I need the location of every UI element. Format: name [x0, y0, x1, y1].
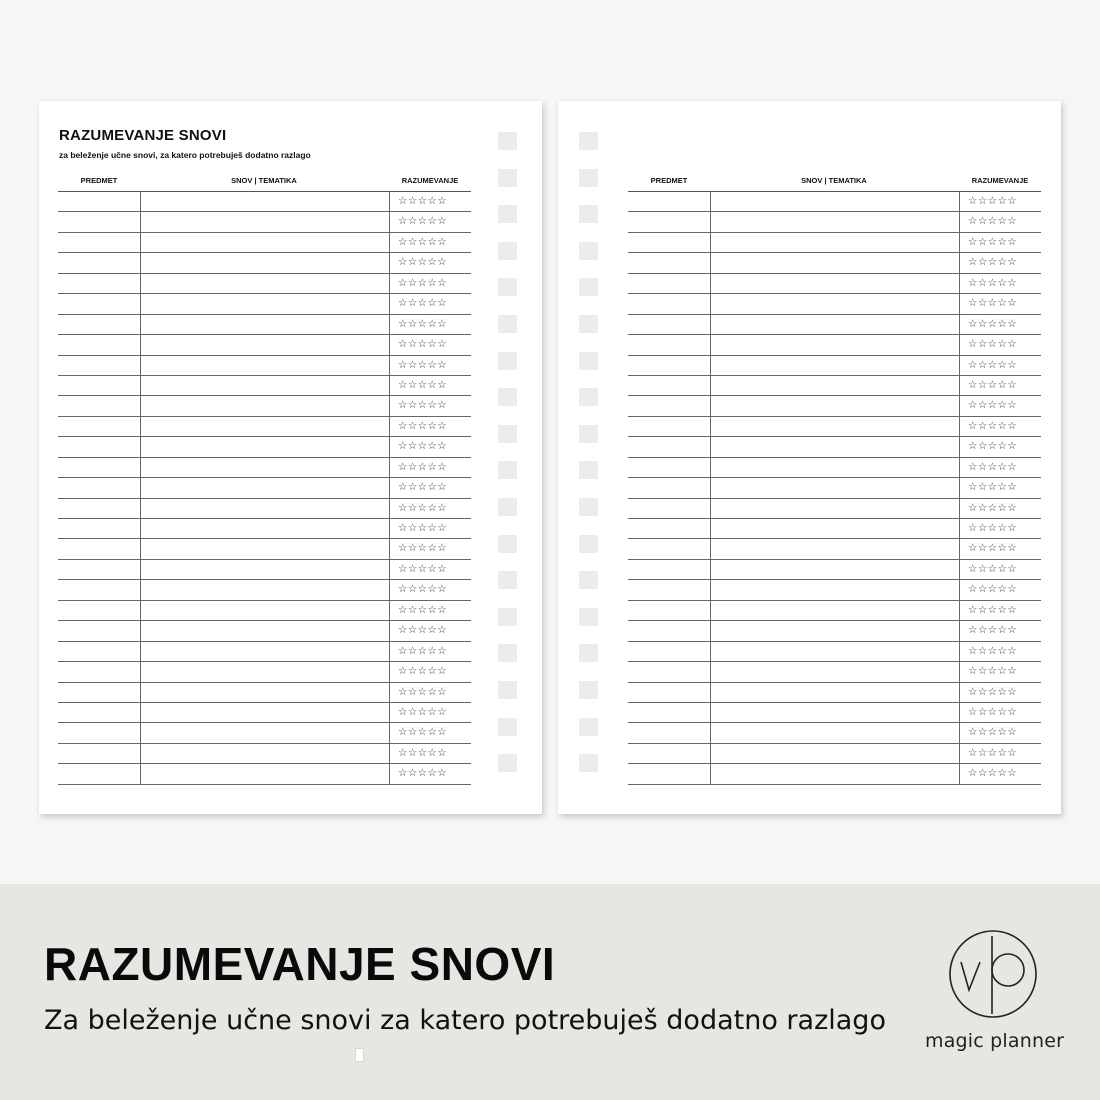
column-divider	[710, 315, 711, 334]
star-rating[interactable]: ☆☆☆☆☆	[398, 338, 448, 351]
star-rating[interactable]: ☆☆☆☆☆	[398, 501, 448, 514]
column-divider	[140, 356, 141, 375]
index-tab[interactable]	[579, 644, 598, 662]
table-row[interactable]	[58, 683, 471, 703]
column-divider	[959, 356, 960, 375]
column-divider	[959, 315, 960, 334]
column-divider	[959, 662, 960, 681]
index-tab[interactable]	[498, 461, 517, 479]
column-divider	[389, 499, 390, 518]
star-rating[interactable]: ☆☆☆☆☆	[398, 276, 448, 289]
planner-page-left	[39, 101, 542, 814]
star-rating[interactable]: ☆☆☆☆☆	[968, 317, 1018, 330]
star-rating[interactable]: ☆☆☆☆☆	[968, 399, 1018, 412]
index-tab[interactable]	[498, 169, 517, 187]
table-row[interactable]	[628, 396, 1041, 416]
column-divider	[389, 539, 390, 558]
star-rating[interactable]: ☆☆☆☆☆	[398, 215, 448, 228]
table-row[interactable]	[58, 437, 471, 457]
column-divider	[959, 744, 960, 763]
column-divider	[710, 662, 711, 681]
column-divider	[389, 478, 390, 497]
column-divider	[710, 396, 711, 415]
table-row[interactable]	[628, 764, 1041, 784]
star-rating[interactable]: ☆☆☆☆☆	[398, 767, 448, 780]
column-divider	[710, 683, 711, 702]
column-divider	[389, 294, 390, 313]
index-tab[interactable]	[579, 388, 598, 406]
table-row[interactable]	[628, 478, 1041, 498]
index-tab[interactable]	[498, 718, 517, 736]
index-tab[interactable]	[498, 278, 517, 296]
column-divider	[140, 192, 141, 211]
column-divider	[959, 335, 960, 354]
column-divider	[389, 376, 390, 395]
column-divider	[959, 233, 960, 252]
mp-monogram-icon	[947, 928, 1039, 1020]
column-divider	[959, 560, 960, 579]
column-divider	[959, 683, 960, 702]
star-rating[interactable]: ☆☆☆☆☆	[398, 542, 448, 555]
table-row[interactable]	[58, 478, 471, 498]
index-tab[interactable]	[498, 535, 517, 553]
column-divider	[389, 315, 390, 334]
column-divider	[710, 458, 711, 477]
column-divider	[389, 703, 390, 722]
star-rating[interactable]: ☆☆☆☆☆	[968, 440, 1018, 453]
table-row[interactable]	[58, 499, 471, 519]
star-rating[interactable]: ☆☆☆☆☆	[968, 195, 1018, 207]
column-divider	[140, 560, 141, 579]
table-row[interactable]	[628, 315, 1041, 335]
star-rating[interactable]: ☆☆☆☆☆	[968, 338, 1018, 351]
table-row[interactable]	[628, 437, 1041, 457]
star-rating[interactable]: ☆☆☆☆☆	[398, 562, 448, 575]
column-divider	[959, 580, 960, 599]
column-divider	[140, 212, 141, 231]
star-rating[interactable]: ☆☆☆☆☆	[398, 358, 448, 371]
column-header-subject: PREDMET	[80, 176, 118, 185]
index-tab[interactable]	[579, 608, 598, 626]
star-rating[interactable]: ☆☆☆☆☆	[968, 767, 1018, 780]
column-divider	[389, 417, 390, 436]
column-divider	[710, 253, 711, 272]
index-tab[interactable]	[579, 461, 598, 479]
column-divider	[710, 560, 711, 579]
column-divider	[710, 519, 711, 538]
column-divider	[389, 519, 390, 538]
index-tab[interactable]	[498, 352, 517, 370]
table-row[interactable]	[628, 539, 1041, 559]
table-row[interactable]	[628, 233, 1041, 253]
column-divider	[389, 212, 390, 231]
table-row[interactable]	[58, 396, 471, 416]
small-marker	[355, 1048, 364, 1062]
column-divider	[389, 580, 390, 599]
column-divider	[389, 642, 390, 661]
table-row[interactable]	[58, 212, 471, 232]
column-divider	[710, 478, 711, 497]
table-row[interactable]	[58, 233, 471, 253]
column-divider	[140, 723, 141, 742]
column-divider	[389, 662, 390, 681]
star-rating[interactable]: ☆☆☆☆☆	[398, 256, 448, 269]
column-divider	[710, 580, 711, 599]
column-divider	[140, 662, 141, 681]
table-row[interactable]	[628, 417, 1041, 437]
star-rating[interactable]: ☆☆☆☆☆	[398, 624, 448, 637]
star-rating[interactable]: ☆☆☆☆☆	[968, 378, 1018, 391]
table-row[interactable]	[628, 335, 1041, 355]
table-row[interactable]	[628, 499, 1041, 519]
star-rating[interactable]: ☆☆☆☆☆	[968, 419, 1018, 432]
table-row[interactable]	[58, 294, 471, 314]
star-rating[interactable]: ☆☆☆☆☆	[968, 501, 1018, 514]
column-divider	[710, 744, 711, 763]
index-tab[interactable]	[579, 169, 598, 187]
table-row[interactable]	[58, 642, 471, 662]
column-divider	[140, 458, 141, 477]
index-tab[interactable]	[498, 644, 517, 662]
table-row[interactable]	[628, 662, 1041, 682]
star-rating[interactable]: ☆☆☆☆☆	[968, 276, 1018, 289]
table-row[interactable]	[628, 376, 1041, 396]
column-divider	[389, 683, 390, 702]
column-divider	[140, 703, 141, 722]
star-rating[interactable]: ☆☆☆☆☆	[968, 746, 1018, 759]
column-divider	[710, 192, 711, 211]
table-row[interactable]	[628, 580, 1041, 600]
column-divider	[389, 396, 390, 415]
column-divider	[959, 478, 960, 497]
star-rating[interactable]: ☆☆☆☆☆	[398, 583, 448, 596]
column-divider	[140, 601, 141, 620]
understanding-table	[58, 173, 471, 785]
index-tab[interactable]	[579, 681, 598, 699]
index-tab[interactable]	[579, 132, 598, 150]
column-divider	[140, 437, 141, 456]
brand-name: magic planner	[925, 1030, 1065, 1052]
column-header-understanding: RAZUMEVANJE	[971, 176, 1029, 185]
column-divider	[710, 764, 711, 783]
column-divider	[959, 212, 960, 231]
table-header	[58, 173, 471, 192]
table-row[interactable]	[628, 601, 1041, 621]
star-rating[interactable]: ☆☆☆☆☆	[968, 297, 1018, 310]
table-row[interactable]	[628, 519, 1041, 539]
index-tab[interactable]	[579, 352, 598, 370]
table-row[interactable]	[58, 274, 471, 294]
column-divider	[959, 274, 960, 293]
table-row[interactable]	[628, 621, 1041, 641]
star-rating[interactable]: ☆☆☆☆☆	[398, 665, 448, 678]
index-tab[interactable]	[579, 242, 598, 260]
star-rating[interactable]: ☆☆☆☆☆	[398, 603, 448, 616]
star-rating[interactable]: ☆☆☆☆☆	[398, 685, 448, 698]
index-tab[interactable]	[498, 388, 517, 406]
column-divider	[140, 294, 141, 313]
column-divider	[959, 437, 960, 456]
column-divider	[959, 192, 960, 211]
column-divider	[140, 233, 141, 252]
star-rating[interactable]: ☆☆☆☆☆	[398, 460, 448, 473]
table-row[interactable]	[628, 212, 1041, 232]
column-divider	[389, 233, 390, 252]
column-divider	[389, 621, 390, 640]
column-divider	[140, 417, 141, 436]
column-divider	[389, 764, 390, 783]
column-divider	[389, 458, 390, 477]
star-rating[interactable]: ☆☆☆☆☆	[398, 419, 448, 432]
star-rating[interactable]: ☆☆☆☆☆	[968, 215, 1018, 228]
index-tab[interactable]	[579, 535, 598, 553]
table-row[interactable]	[628, 723, 1041, 743]
column-divider	[959, 601, 960, 620]
column-divider	[710, 274, 711, 293]
column-divider	[959, 519, 960, 538]
table-row[interactable]	[58, 519, 471, 539]
column-divider	[389, 253, 390, 272]
column-divider	[959, 764, 960, 783]
star-rating[interactable]: ☆☆☆☆☆	[398, 317, 448, 330]
index-tab[interactable]	[498, 571, 517, 589]
index-tab[interactable]	[498, 425, 517, 443]
column-divider	[710, 356, 711, 375]
table-row[interactable]	[628, 560, 1041, 580]
table-row[interactable]	[58, 192, 471, 212]
table-row[interactable]	[58, 253, 471, 273]
star-rating[interactable]: ☆☆☆☆☆	[968, 665, 1018, 678]
column-divider	[140, 519, 141, 538]
table-row[interactable]	[58, 458, 471, 478]
table-row[interactable]	[58, 376, 471, 396]
column-divider	[959, 458, 960, 477]
star-rating[interactable]: ☆☆☆☆☆	[398, 726, 448, 739]
star-rating[interactable]: ☆☆☆☆☆	[968, 460, 1018, 473]
column-divider	[140, 253, 141, 272]
star-rating[interactable]: ☆☆☆☆☆	[968, 583, 1018, 596]
column-divider	[710, 723, 711, 742]
column-divider	[389, 356, 390, 375]
index-tab[interactable]	[498, 681, 517, 699]
table-row[interactable]	[628, 192, 1041, 212]
index-tab[interactable]	[579, 718, 598, 736]
column-divider	[710, 233, 711, 252]
table-row[interactable]	[58, 621, 471, 641]
table-row[interactable]	[58, 662, 471, 682]
star-rating[interactable]: ☆☆☆☆☆	[398, 746, 448, 759]
star-rating[interactable]: ☆☆☆☆☆	[398, 522, 448, 534]
column-divider	[710, 437, 711, 456]
star-rating[interactable]: ☆☆☆☆☆	[398, 378, 448, 391]
column-divider	[140, 580, 141, 599]
column-divider	[140, 683, 141, 702]
table-row[interactable]	[58, 744, 471, 764]
column-divider	[140, 744, 141, 763]
column-divider	[710, 376, 711, 395]
star-rating[interactable]: ☆☆☆☆☆	[398, 440, 448, 453]
star-rating[interactable]: ☆☆☆☆☆	[968, 235, 1018, 248]
star-rating[interactable]: ☆☆☆☆☆	[398, 705, 448, 718]
table-row[interactable]	[628, 356, 1041, 376]
index-tab[interactable]	[498, 754, 517, 772]
column-divider	[389, 560, 390, 579]
star-rating[interactable]: ☆☆☆☆☆	[398, 195, 448, 207]
column-divider	[140, 539, 141, 558]
column-divider	[140, 764, 141, 783]
star-rating[interactable]: ☆☆☆☆☆	[968, 542, 1018, 555]
column-divider	[140, 376, 141, 395]
table-row[interactable]	[58, 539, 471, 559]
promo-subtitle: Za beleženje učne snovi za katero potrebuješ dodatno razlago	[44, 1005, 886, 1036]
column-divider	[710, 499, 711, 518]
column-divider	[140, 642, 141, 661]
column-divider	[959, 396, 960, 415]
column-header-topic: SNOV | TEMATIKA	[801, 176, 867, 185]
column-divider	[140, 478, 141, 497]
column-header-topic: SNOV | TEMATIKA	[231, 176, 297, 185]
star-rating[interactable]: ☆☆☆☆☆	[968, 726, 1018, 739]
understanding-table	[628, 173, 1041, 785]
star-rating[interactable]: ☆☆☆☆☆	[968, 562, 1018, 575]
column-divider	[710, 621, 711, 640]
index-tab[interactable]	[579, 205, 598, 223]
column-divider	[710, 417, 711, 436]
column-divider	[710, 703, 711, 722]
table-row[interactable]	[58, 764, 471, 784]
column-divider	[959, 723, 960, 742]
promo-title: RAZUMEVANJE SNOVI	[44, 938, 556, 990]
star-rating[interactable]: ☆☆☆☆☆	[968, 624, 1018, 637]
column-divider	[710, 642, 711, 661]
star-rating[interactable]: ☆☆☆☆☆	[968, 481, 1018, 494]
column-divider	[389, 274, 390, 293]
column-header-understanding: RAZUMEVANJE	[401, 176, 459, 185]
star-rating[interactable]: ☆☆☆☆☆	[968, 644, 1018, 657]
star-rating[interactable]: ☆☆☆☆☆	[398, 297, 448, 310]
column-divider	[959, 417, 960, 436]
index-tab[interactable]	[579, 754, 598, 772]
table-row[interactable]	[58, 580, 471, 600]
table-row[interactable]	[628, 744, 1041, 764]
star-rating[interactable]: ☆☆☆☆☆	[968, 522, 1018, 534]
index-tab[interactable]	[498, 498, 517, 516]
index-tab[interactable]	[579, 498, 598, 516]
table-rows	[58, 192, 471, 785]
index-tab[interactable]	[498, 315, 517, 333]
table-row[interactable]	[628, 294, 1041, 314]
column-divider	[959, 621, 960, 640]
column-divider	[140, 621, 141, 640]
table-row[interactable]	[58, 315, 471, 335]
table-row[interactable]	[628, 703, 1041, 723]
table-row[interactable]	[628, 274, 1041, 294]
index-tab[interactable]	[498, 608, 517, 626]
column-divider	[389, 335, 390, 354]
column-divider	[389, 601, 390, 620]
column-divider	[140, 499, 141, 518]
planner-page-right	[558, 101, 1061, 814]
column-divider	[959, 294, 960, 313]
column-divider	[389, 192, 390, 211]
star-rating[interactable]: ☆☆☆☆☆	[968, 358, 1018, 371]
table-row[interactable]	[58, 417, 471, 437]
index-tab[interactable]	[579, 278, 598, 296]
table-row[interactable]	[58, 560, 471, 580]
column-divider	[959, 703, 960, 722]
table-row[interactable]	[58, 335, 471, 355]
star-rating[interactable]: ☆☆☆☆☆	[968, 705, 1018, 718]
column-divider	[710, 601, 711, 620]
table-row[interactable]	[58, 356, 471, 376]
table-row[interactable]	[58, 703, 471, 723]
column-divider	[959, 376, 960, 395]
column-header-subject: PREDMET	[650, 176, 688, 185]
column-divider	[959, 539, 960, 558]
column-divider	[710, 539, 711, 558]
table-header	[628, 173, 1041, 192]
table-rows	[628, 192, 1041, 785]
column-divider	[959, 499, 960, 518]
column-divider	[959, 642, 960, 661]
column-divider	[389, 723, 390, 742]
table-row[interactable]	[628, 642, 1041, 662]
column-divider	[140, 274, 141, 293]
index-tab[interactable]	[498, 132, 517, 150]
column-divider	[959, 253, 960, 272]
index-tab[interactable]	[579, 425, 598, 443]
star-rating[interactable]: ☆☆☆☆☆	[398, 644, 448, 657]
page-subtitle: za beleženje učne snovi, za katero potrebuješ dodatno razlago	[59, 150, 311, 160]
star-rating[interactable]: ☆☆☆☆☆	[398, 481, 448, 494]
table-row[interactable]	[628, 253, 1041, 273]
column-divider	[710, 335, 711, 354]
index-tab[interactable]	[498, 242, 517, 260]
star-rating[interactable]: ☆☆☆☆☆	[968, 256, 1018, 269]
column-divider	[140, 335, 141, 354]
star-rating[interactable]: ☆☆☆☆☆	[398, 235, 448, 248]
column-divider	[140, 396, 141, 415]
star-rating[interactable]: ☆☆☆☆☆	[398, 399, 448, 412]
index-tab[interactable]	[579, 315, 598, 333]
column-divider	[710, 212, 711, 231]
column-divider	[140, 315, 141, 334]
column-divider	[710, 294, 711, 313]
page-title: RAZUMEVANJE SNOVI	[59, 127, 227, 144]
index-tab[interactable]	[579, 571, 598, 589]
index-tab[interactable]	[498, 205, 517, 223]
star-rating[interactable]: ☆☆☆☆☆	[968, 685, 1018, 698]
table-row[interactable]	[628, 458, 1041, 478]
column-divider	[389, 437, 390, 456]
column-divider	[389, 744, 390, 763]
table-row[interactable]	[58, 723, 471, 743]
promo-band	[0, 884, 1100, 1100]
table-row[interactable]	[628, 683, 1041, 703]
table-row[interactable]	[58, 601, 471, 621]
star-rating[interactable]: ☆☆☆☆☆	[968, 603, 1018, 616]
